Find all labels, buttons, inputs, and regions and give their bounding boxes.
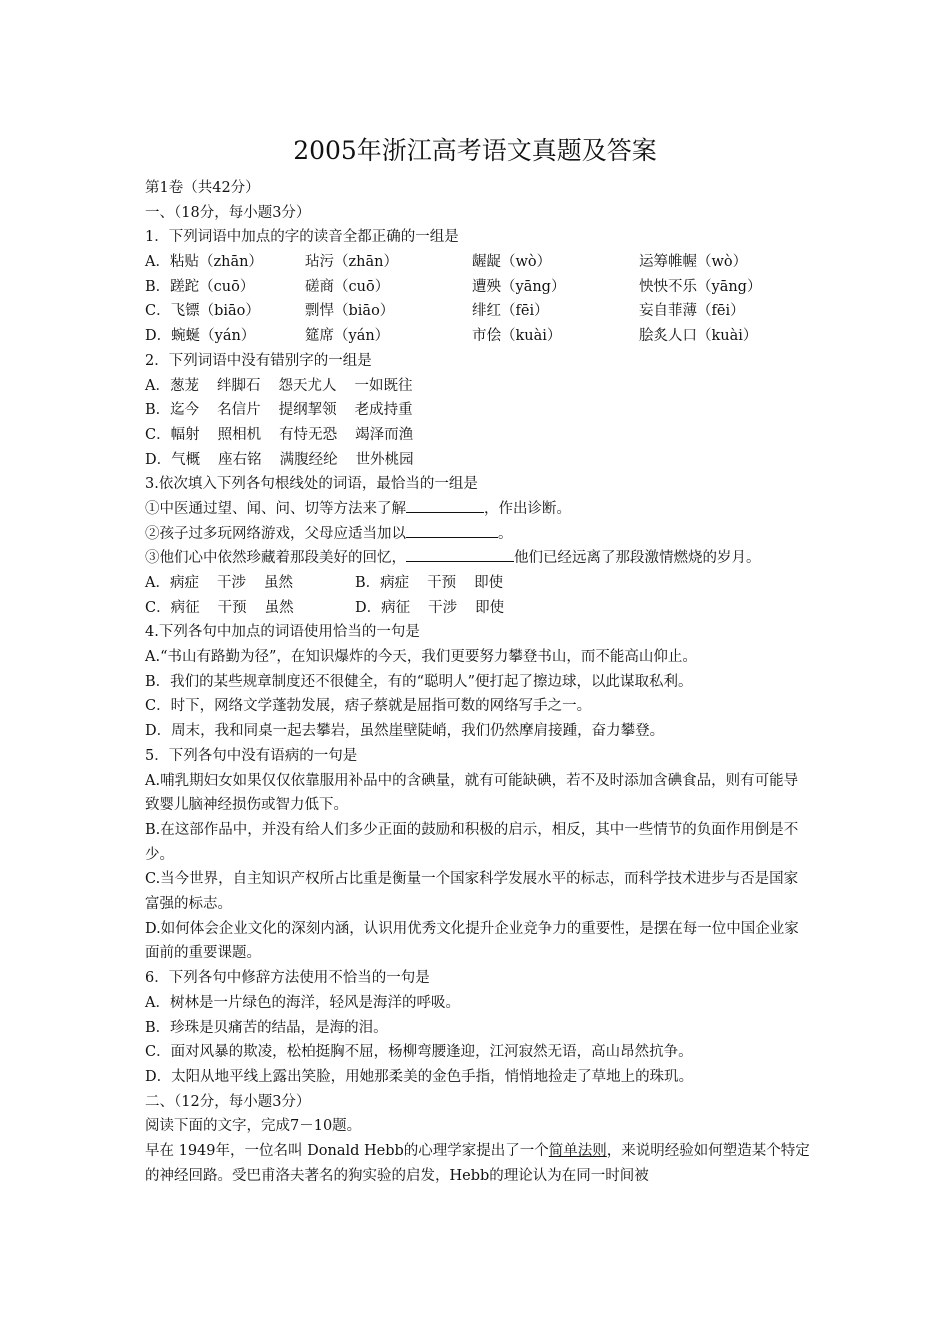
question-4-option-c: C．时下，网络文学蓬勃发展，痞子蔡就是屈指可数的网络写手之一。 xyxy=(145,698,592,715)
option-word: 一如既往 xyxy=(354,377,413,394)
option-word: 干预 xyxy=(427,575,457,592)
option-word: 干涉 xyxy=(216,575,246,592)
option-word: 有恃无恐 xyxy=(279,426,338,443)
option-word: 即使 xyxy=(474,575,504,592)
question-5-option-a: A.哺乳期妇女如果仅仅依靠服用补品中的含碘量，就有可能缺碘，若不及时添加含碘食品，则有可能导致婴儿脑神经损伤或智力低下。 xyxy=(145,772,799,814)
question-6-option-a: A．树林是一片绿色的海洋，轻风是海洋的呼吸。 xyxy=(145,994,460,1011)
option-cell: 玷污（zhān） xyxy=(305,254,398,271)
option-word: C．幅射 xyxy=(145,426,200,443)
question-3-options-row-2 xyxy=(145,596,811,621)
question-5-option-c: C.当今世界，自主知识产权所占比重是衡量一个国家科学发展水平的标志，而科学技术进步与否是国家富强的标志。 xyxy=(145,871,799,913)
passage-text: 早在 1949年，一位名叫 Donald Hebb的心理学家提出了一个 xyxy=(145,1142,549,1159)
sentence-text: 他们已经远离了那段激情燃烧的岁月。 xyxy=(514,550,761,567)
sentence-text: ②孩子过多玩网络游戏，父母应适当加以 xyxy=(145,525,406,542)
option-cell: 脍炙人口（kuài） xyxy=(639,328,758,345)
fill-blank xyxy=(406,547,514,562)
option-word: 老成持重 xyxy=(354,402,413,419)
option-word: D．气概 xyxy=(145,451,201,468)
option-cell: 绯红（fēi） xyxy=(472,303,549,320)
passage-text: ，来说明经验如何塑造某个特定的神经回路。受巴甫洛夫著名的狗实验的启发，Hebb的理论认为在同一时间被 xyxy=(145,1142,810,1184)
option-group xyxy=(145,596,355,621)
question-4-option-b: B．我们的某些规章制度还不很健全，有的“聪明人”便打起了擦边球，以此谋取私利。 xyxy=(145,673,693,690)
option-cell: 市侩（kuài） xyxy=(472,328,562,345)
question-3-stem: 3.依次填入下列各句根线处的词语，最恰当的一组是 xyxy=(145,476,478,493)
question-2-option-b xyxy=(145,398,811,423)
option-word: C．病征 xyxy=(145,599,200,616)
question-4-option-d: D．周末，我和同桌一起去攀岩，虽然崖壁陡峭，我们仍然摩肩接踵，奋力攀登。 xyxy=(145,723,665,740)
question-5-stem: 5．下列各句中没有语病的一句是 xyxy=(145,747,358,764)
question-1-option-b xyxy=(145,275,811,300)
question-4-stem: 4.下列各句中加点的词语使用恰当的一句是 xyxy=(145,624,420,641)
section-heading-1: 一、（18分，每小题3分） xyxy=(145,204,311,221)
option-word: 怨天尤人 xyxy=(278,377,337,394)
option-word: 竭泽而渔 xyxy=(355,426,414,443)
option-cell: 遭殃（yāng） xyxy=(472,278,566,295)
question-2-option-a xyxy=(145,374,811,399)
option-word: 绊脚石 xyxy=(216,377,261,394)
question-6-stem: 6．下列各句中修辞方法使用不恰当的一句是 xyxy=(145,970,430,987)
option-group xyxy=(355,596,504,621)
option-cell: 筵席（yán） xyxy=(305,328,390,345)
reading-passage xyxy=(145,1139,811,1188)
question-3-sentence-3 xyxy=(145,546,811,571)
option-word: 提纲挈领 xyxy=(278,402,337,419)
sentence-text: 。 xyxy=(498,525,513,542)
document-body xyxy=(145,176,811,1188)
option-cell: D．蜿蜒（yán） xyxy=(145,328,256,345)
volume-heading: 第1卷（共42分） xyxy=(145,180,260,196)
sentence-text: ③他们心中依然珍藏着那段美好的回忆， xyxy=(145,550,406,567)
option-cell: 妄自菲薄（fēi） xyxy=(639,303,745,320)
option-word: A．病症 xyxy=(145,575,199,592)
option-word: D．病征 xyxy=(355,599,411,616)
option-group xyxy=(355,571,503,596)
option-cell: 龌龊（wò） xyxy=(472,254,552,271)
option-word: 虽然 xyxy=(263,575,293,592)
option-cell: C．飞镖（biāo） xyxy=(145,303,260,320)
question-3-sentence-2 xyxy=(145,522,811,547)
option-cell: B．蹉跎（cuō） xyxy=(145,278,255,295)
option-cell: 磋商（cuō） xyxy=(305,278,390,295)
option-word: B．病症 xyxy=(355,575,410,592)
option-word: 干涉 xyxy=(428,599,458,616)
option-word: 满腹经纶 xyxy=(279,451,338,468)
option-cell: 怏怏不乐（yāng） xyxy=(639,278,762,295)
question-5-option-d: D.如何体会企业文化的深刻内涵，认识用优秀文化提升企业竞争力的重要性，是摆在每一位中国企业家面前的重要课题。 xyxy=(145,920,799,962)
question-2-stem: 2．下列词语中没有错别字的一组是 xyxy=(145,352,372,369)
reading-instruction: 阅读下面的文字，完成7－10题。 xyxy=(145,1118,362,1135)
sentence-text: ，作出诊断。 xyxy=(484,500,571,517)
option-word: A．葱茏 xyxy=(145,377,199,394)
question-5-option-b: B.在这部作品中，并没有给人们多少正面的鼓励和积极的启示，相反，其中一些情节的负面作用倒是不少。 xyxy=(145,821,799,863)
question-1-option-c xyxy=(145,299,811,324)
question-6-option-d: D．太阳从地平线上露出笑脸，用她那柔美的金色手指，悄悄地捡走了草地上的珠玑。 xyxy=(145,1068,694,1085)
question-1-option-d xyxy=(145,324,811,349)
question-1-stem: 1．下列词语中加点的字的读音全都正确的一组是 xyxy=(145,229,459,246)
sentence-text: ①中医通过望、闻、问、切等方法来了解 xyxy=(145,500,406,517)
question-6-option-b: B．珍珠是贝痛苦的结晶，是海的泪。 xyxy=(145,1019,388,1036)
option-cell: 剽悍（biāo） xyxy=(305,303,395,320)
question-2-option-c xyxy=(145,423,811,448)
question-2-option-d xyxy=(145,448,811,473)
question-3-options-row-1 xyxy=(145,571,811,596)
fill-blank xyxy=(406,498,484,513)
page-title: 2005年浙江高考语文真题及答案 xyxy=(293,136,657,165)
option-word: 照相机 xyxy=(217,426,262,443)
option-word: 干预 xyxy=(217,599,247,616)
option-word: B．迄今 xyxy=(145,402,200,419)
question-1-option-a xyxy=(145,250,811,275)
option-word: 虽然 xyxy=(264,599,294,616)
option-word: 座右铭 xyxy=(218,451,262,468)
question-6-option-c: C．面对风暴的欺凌，松柏挺胸不屈，杨柳弯腰逢迎，江河寂然无语，高山昂然抗争。 xyxy=(145,1044,693,1061)
option-cell: 运筹帷幄（wò） xyxy=(639,254,748,271)
option-word: 即使 xyxy=(475,599,505,616)
fill-blank xyxy=(406,523,498,538)
option-word: 世外桃园 xyxy=(355,451,414,468)
option-cell: A．粘贴（zhān） xyxy=(145,254,263,271)
section-heading-2: 二、（12分，每小题3分） xyxy=(145,1093,311,1110)
question-3-sentence-1 xyxy=(145,497,811,522)
option-group xyxy=(145,571,355,596)
underlined-phrase: 简单法则 xyxy=(548,1142,607,1159)
option-word: 名信片 xyxy=(217,402,261,419)
question-4-option-a: A.“书山有路勤为径”，在知识爆炸的今天，我们更要努力攀登书山，而不能高山仰止。 xyxy=(145,649,697,666)
